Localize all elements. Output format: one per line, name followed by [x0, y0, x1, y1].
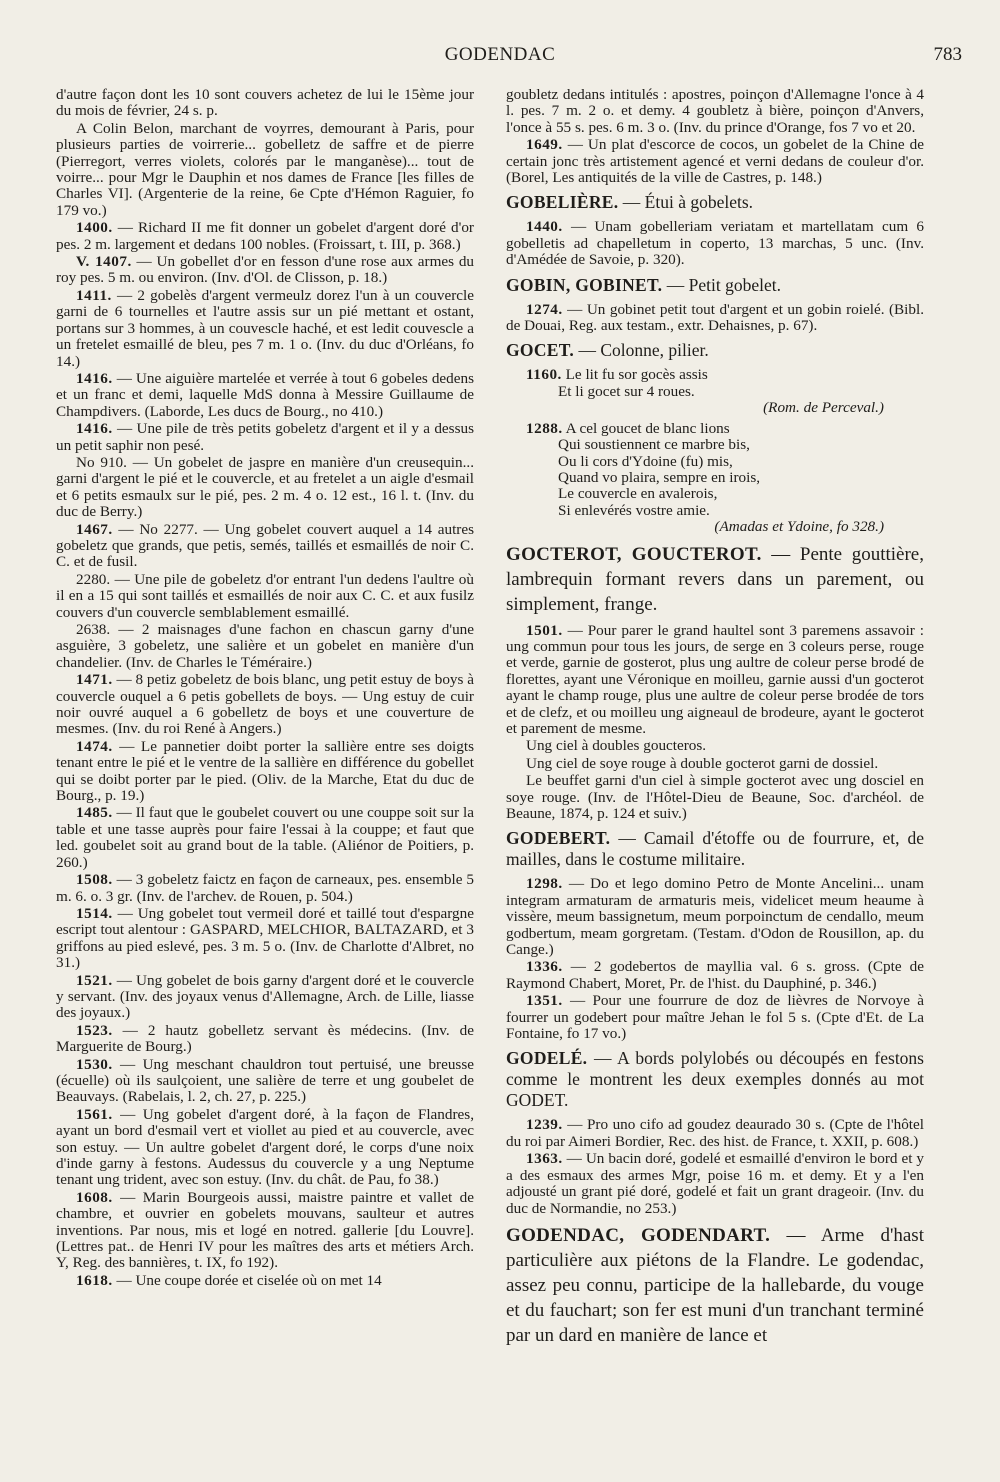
entry-date: 1485. — [76, 804, 113, 822]
headword: GODEBERT. — [506, 828, 611, 849]
verse-source: (Amadas et Ydoine, fo 328.) — [714, 518, 884, 536]
entry-text: — 8 petiz gobeletz de bois blanc, ung petit estuy de boys à couvercle ouquel a 6 petis gobellets de boys. — Ung estuy de cuir noir ouvré auquel a 6 gobelletz de boys et une couverture de mesmes. (Inv. du roi René à Angers.) — [56, 671, 474, 738]
entry-text: — No 2277. — Ung gobelet couvert auquel a 14 autres gobeletz que grands, que petis, semés, taillés et esmaillés de noir C. C. et de fusil. — [56, 520, 474, 571]
entry-text: — Le pannetier doibt porter la sallière entre ses doigts tenant entre le pié et le ventre de la sallière en différence du gobellet qui se doibt porter par le pied. (Oliv. de la Marche, Etat du duc de Bourg., p. 19.) — [56, 737, 474, 805]
entry-text: — Do et lego domino Petro de Monte Ancelini... unam integram armaturam de armaturis meis, videlicet meum heaume à vissère, meum bassignetum, meum porpoinctum de cendallo, meum godbertum, meam gorgretam. (Testam. d'Odon de Rousillon, ap. du Cange.) — [506, 875, 924, 959]
verse-line: Et li gocet sur 4 roues. — [558, 382, 695, 400]
entry-date: 1523. — [76, 1021, 113, 1039]
entry-text: — Ung gobelet tout vermeil doré et taillé tout d'espargne escript tout alentour : GASPARD, MELCHIOR, BALTAZARD, et 3 griffons au pied eslevé, pes. 3 m. 5 o. (Inv. de Charlotte d'Albret, no 31.) — [56, 904, 474, 972]
entry-date: 1618. — [76, 1271, 113, 1289]
entry-date: 1514. — [76, 904, 113, 922]
entry-date: 1471. — [76, 671, 113, 689]
headword-definition: — Arme d'hast particulière aux piétons de la Flandre. Le godendac, assez peu connu, participe de la hallebarde, du vouge et du fauchart; son fer est muni d'un tranchant terminé par un dard en manière de lance et — [506, 1224, 924, 1346]
entry-text: — 2 godebertos de mayllia val. 6 s. gross. (Cpte de Raymond Chabert, Moret, Pr. de l'hist. du Dauphiné, p. 346.) — [506, 958, 924, 992]
dated-entry — [506, 1151, 924, 1217]
paragraph: Le beuffet garni d'un ciel à simple gocterot avec ung dosciel en soye rouge. (Inv. de l'Hôtel-Dieu de Beaune, Soc. d'archéol. de Beaune, 1874, p. 124 et suiv.) — [506, 772, 924, 822]
dated-entry — [56, 672, 474, 738]
entry-text: — Une coupe dorée et ciselée où on met 14 — [112, 1271, 382, 1289]
headword-definition: — Camail d'étoffe ou de fourrure, et, de mailles, dans le costume militaire. — [506, 828, 924, 870]
dated-entry — [56, 220, 474, 253]
headword: GOBIN, GOBINET. — [506, 274, 663, 295]
paragraph: A Colin Belon, marchant de voyrres, demourant à Paris, pour plusieurs parties de voirrerie... gobelletz de saffre et de pierre (Pierregort, verres violets, colorés par le manganèse)... tout de voirre... pour Mgr le Dauphin et nos dames de France [les filles de Charles VI]. (Argenterie de la reine, 6e Cpte d'Hémon Raguier, fo 179 vo.) — [56, 119, 474, 219]
verse-entry — [506, 367, 924, 416]
entry-text: — Pro uno cifo ad goudez deaurado 30 s. (Cpte de l'hôtel du roi par Aimeri Bordier, Rec. des hist. de France, t. XXII, p. 608.) — [506, 1116, 924, 1150]
verse-source: (Rom. de Perceval.) — [763, 399, 884, 417]
entry-text: — Un bacin doré, godelé et esmaillé d'environ le bord et y a des esmaux des armes Mgr, poise 16 m. et demy. Et y a l'en adjousté un grant pié doré, godelé et fait un grant drageoir. (Inv. du duc de Normandie, no 253.) — [506, 1150, 924, 1217]
dated-entry — [506, 959, 924, 992]
dated-entry — [506, 219, 924, 268]
entry-date: 1467. — [76, 520, 113, 538]
verse-line: Le lit fu sor gocès assis — [561, 366, 708, 384]
headword: GODELÉ. — [506, 1048, 588, 1069]
entry-date: 1298. — [526, 875, 563, 893]
verse-line: A cel goucet de blanc lions — [562, 419, 730, 437]
entry-text: — Un plat d'escorce de cocos, un gobelet de la Chine de certain jonc très artistement agencé et verni dedans de couleur d'or. (Borel, Les antiquités de la ville de Castres, p. 148.) — [506, 136, 924, 187]
paragraph: Ung ciel à doubles goucteros. — [526, 737, 707, 755]
dated-entry — [56, 872, 474, 905]
dated-entry — [506, 1117, 924, 1150]
headword-entry — [506, 828, 924, 870]
right-column — [506, 87, 924, 1354]
dated-entry — [506, 302, 924, 335]
headword-entry — [506, 1223, 924, 1348]
verse-line: Si enlevérés vostre amie. — [558, 501, 710, 519]
entry-text: — Pour une fourrure de doz de lièvres de Norvoye à fourrer un godebert pour maître Jehan le fol 5 s. (Cpte d'Et. de La Fontaine, fo 17 vo.) — [506, 992, 924, 1043]
dated-entry — [56, 805, 474, 871]
paragraph: 2638. — 2 maisnages d'une fachon en chascun garny d'une asguière, 3 gobeletz, une salière et un gobelet en manière d'un chandelier. (Inv. de Charles le Téméraire.) — [56, 621, 474, 671]
paragraph: goubletz dedans intitulés : apostres, poinçon d'Allemagne l'once à 4 l. pes. 7 m. 2 o. et demy. 4 goubletz à bière, poinçon d'Anvers, l'once à 55 s. pes. 6 m. 3 o. (Inv. du prince d'Orange, fos 7 vo et 20. — [506, 86, 924, 136]
headword-definition: — Étui à gobelets. — [618, 192, 754, 213]
entry-text: — Il faut que le goubelet couvert ou une couppe soit sur la table et une tasse auprès pour faire l'essai à la couppe; et faut que led. goubelet soit au grand bout de la table. (Aliénor de Poitiers, p. 260.) — [56, 804, 474, 871]
entry-text: — Richard II me fit donner un gobelet d'argent doré d'or pes. 2 m. largement et dedans 100 nobles. (Froissart, t. III, p. 368.) — [56, 219, 474, 253]
entry-date: 1521. — [76, 971, 113, 989]
entry-date: 1363. — [526, 1150, 563, 1168]
dated-entry — [506, 993, 924, 1042]
entry-date: 1440. — [526, 218, 563, 236]
dated-entry — [56, 1107, 474, 1189]
verse-entry — [506, 421, 924, 536]
paragraph: No 910. — Un gobelet de jaspre en manière d'un creusequin... garni d'argent le pié et le couvercle, et au fretelet a un aigle d'esmail et 6 petits esmaulx sur le pié, pes. 2 m. 4 o. 12 est., 16 l. t. (Inv. du duc de Berry.) — [56, 453, 474, 521]
verse-first-line — [506, 367, 924, 383]
dated-entry — [56, 973, 474, 1022]
entry-date: 1416. — [76, 369, 113, 387]
entry-date: 1649. — [526, 136, 563, 154]
dated-entry — [56, 1023, 474, 1056]
headword-entry — [506, 542, 924, 617]
paragraph: Ung ciel de soye rouge à double gocterot garni de dossiel. — [526, 754, 879, 772]
entry-text: — 3 gobeletz faictz en façon de carneaux, pes. ensemble 5 m. 6. o. 3 gr. (Inv. de l'archev. de Rouen, p. 504.) — [56, 871, 474, 905]
dated-entry — [56, 1273, 474, 1289]
entry-date: 1474. — [76, 737, 113, 755]
headword-entry — [506, 192, 924, 213]
entry-text: — Ung gobelet d'argent doré, à la façon de Flandres, ayant un bord d'esmail vert et viollet au pied et au couvercle, avec son estuy. — Un aultre gobelet d'argent doré, le corps d'une noix d'inde garny à festons. Audessus du couvercle y a ung Neptume tenant ung trident, avec son estuy. (Inv. du chât. de Pau, fo 38.) — [56, 1105, 474, 1189]
dated-entry — [56, 288, 474, 370]
page-number: 783 — [933, 44, 962, 65]
entry-date: 1501. — [526, 621, 563, 639]
headword-entry — [506, 340, 924, 361]
verse-line: Ou li cors d'Ydoine (fu) mis, — [558, 452, 733, 470]
headword-definition: — Petit gobelet. — [662, 274, 781, 295]
verse-line: Qui soustiennent ce marbre bis, — [558, 436, 750, 454]
entry-date: 1336. — [526, 958, 563, 976]
entry-text: — 2 gobelès d'argent vermeulz dorez l'un à un couvercle garni de 6 tournelles et l'autre assis sur un pié mettant et ostant, portans sur 3 hommes, à un couvescle haché, et est ledit couvescle a un fretelet esmaillé de bleu, pes 7 m. 1 o. (Inv. du duc d'Orléans, fo 14.) — [56, 286, 474, 370]
entry-text: — Marin Bourgeois aussi, maistre paintre et vallet de chambre, et ouvrier en gobelets mouvans, saulteur et autres inventions. Par nous, mis et logé en notred. gallerie [du Louvre]. (Lettres pat.. de Henri IV pour les maîtres des arts et métiers Arch. Y, Reg. des bannières, t. IX, fo 192). — [56, 1188, 474, 1272]
dated-entry — [506, 623, 924, 738]
entry-text: — Un gobellet d'or en fesson d'une rose aux armes du roy pes. 5 m. ou environ. (Inv. d'Ol. de Clisson, p. 18.) — [56, 253, 475, 287]
headword: GOCTEROT, GOUCTEROT. — [506, 543, 762, 565]
entry-date: 1411. — [76, 286, 112, 304]
paragraph: 2280. — Une pile de gobeletz d'or entrant l'un dedens l'aultre où il en a 15 qui sont taillés et esmaillés de noir aux C. C. et aux fusilz couvers d'un couvercle semblablement esmaillé. — [56, 570, 474, 621]
entry-date: 1530. — [76, 1055, 113, 1073]
entry-text: — Une pile de très petits gobeletz d'argent et il y a dessus un petit saphir non pesé. — [56, 420, 474, 454]
dated-entry — [56, 522, 474, 571]
entry-date: 1608. — [76, 1188, 113, 1206]
entry-text: — Ung meschant chauldron tout pertuisé, une breusse (écuelle) où ils saulçoient, une salière de terre et ung goubelet de Beauvays. (Rabelais, l. 2, ch. 27, p. 225.) — [56, 1055, 474, 1106]
verse-first-line — [506, 421, 924, 437]
dated-entry — [506, 137, 924, 186]
entry-date: 1239. — [526, 1116, 563, 1134]
headword: GODENDAC, GODENDART. — [506, 1224, 771, 1246]
verse-line: Le couvercle en avalerois, — [558, 485, 718, 503]
entry-date: 1561. — [76, 1105, 113, 1123]
headword: GOCET. — [506, 340, 575, 361]
headword-entry — [506, 275, 924, 296]
entry-text: — 2 hautz gobelletz servant ès médecins. (Inv. de Marguerite de Bourg.) — [56, 1021, 474, 1056]
entry-text: — Unam gobelleriam veriatam et martellatam cum 6 gobelletis ad chapelletum in coperto, 13 marchas, 5 unc. (Inv. d'Amédée de Savoie, p. 320). — [506, 218, 924, 269]
headword-definition: — A bords polylobés ou découpés en festons comme le montrent les deux exemples donnés au mot GODET. — [506, 1048, 924, 1111]
left-column — [56, 87, 474, 1290]
dated-entry — [56, 254, 474, 287]
dated-entry — [56, 906, 474, 972]
entry-date: V. 1407. — [76, 253, 132, 271]
headword-entry — [506, 1048, 924, 1111]
dated-entry — [56, 1057, 474, 1106]
entry-date: 1288. — [526, 419, 563, 437]
entry-date: 1400. — [76, 219, 113, 237]
headword-definition: — Colonne, pilier. — [574, 340, 709, 361]
dated-entry — [506, 876, 924, 958]
entry-text: — Ung gobelet de bois garny d'argent doré et le couvercle y servant. (Inv. des joyaux venus d'Allemagne, Arch. de Lille, liasse des joyaux.) — [56, 971, 474, 1022]
dated-entry — [56, 1190, 474, 1272]
entry-date: 1274. — [526, 300, 563, 318]
headword-definition: — Pente gouttière, lambrequin formant revers dans un parement, ou simplement, frange. — [506, 543, 924, 615]
dated-entry — [56, 421, 474, 454]
headword: GOBELIÈRE. — [506, 192, 619, 213]
running-title: GODENDAC — [444, 44, 556, 65]
entry-date: 1160. — [526, 366, 562, 384]
dated-entry — [56, 739, 474, 805]
entry-text: — Un gobinet petit tout d'argent et un gobin roielé. (Bibl. de Douai, Reg. aux testam., extr. Dehaisnes, p. 67). — [506, 300, 924, 335]
verse-line: Quand vo plaira, sempre en irois, — [558, 468, 761, 486]
entry-date: 1351. — [526, 992, 563, 1010]
entry-date: 1416. — [76, 420, 113, 438]
entry-text: — Pour parer le grand haultel sont 3 paremens assavoir : ung commun pour tous les jours, de serge en 3 coleurs perse, rouge et verde, garnie de gosterot, plus ung aultre de coleur perse brodé de florettes, ayant une Véronique en moilleu, garnie aussi d'un gocterot ayant le champ rouge, plus une aultre de coleur perse brodée de tors et de clefz, et ou moilleu ung aigneaul de brodeure, ayant le gocterot et parement de mesme. — [506, 621, 924, 737]
dated-entry — [56, 371, 474, 420]
entry-date: 1508. — [76, 871, 113, 889]
entry-text: — Une aiguière martelée et verrée à tout 6 gobeles dedens et un franc et demi, laquelle MdS donna à Messire Guillaume de Champdivers. (Laborde, Les ducs de Bourg., no 410.) — [56, 369, 474, 420]
paragraph: d'autre façon dont les 10 sont couvers achetez de lui le 15ème jour du mois de février, 24 s. p. — [56, 86, 474, 120]
